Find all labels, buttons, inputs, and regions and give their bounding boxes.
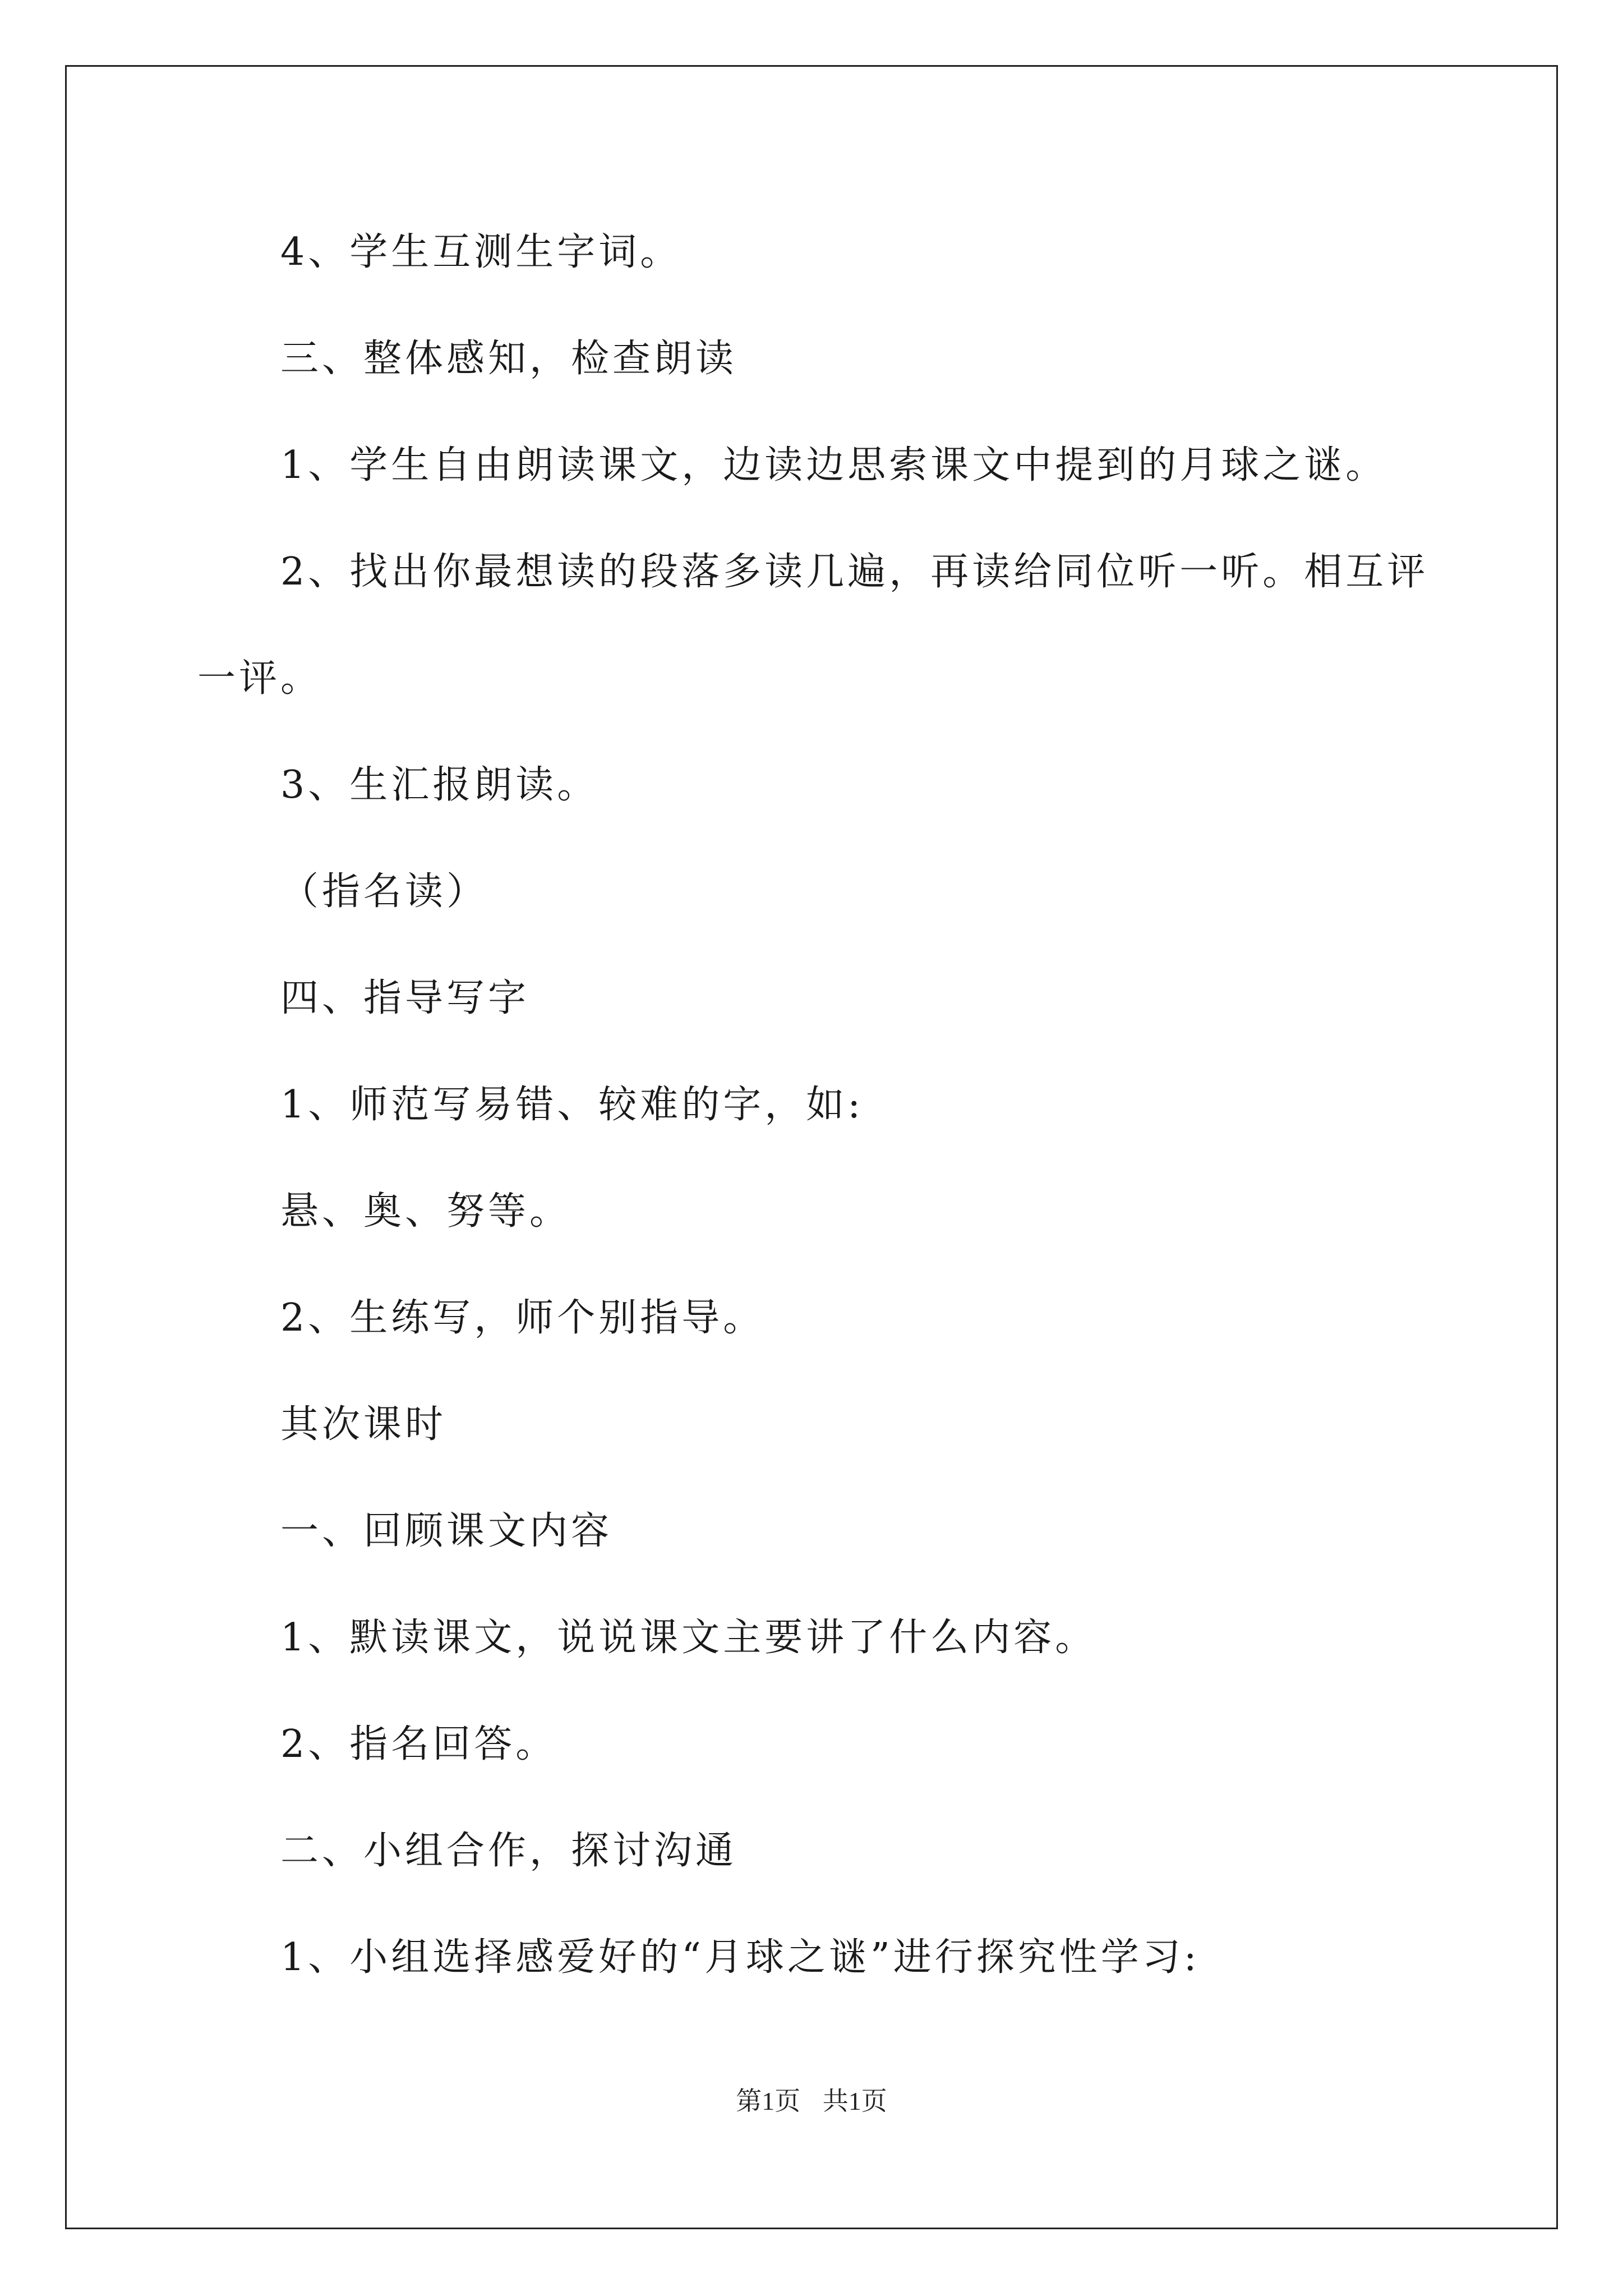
text-line: 2、找出你最想读的段落多读几遍，再读给同位听一听。相互评: [280, 550, 1429, 594]
text-line: 3、生汇报朗读。: [280, 763, 599, 807]
section-heading: 四、指导写字: [280, 976, 530, 1020]
page-total: 共1页: [822, 2087, 887, 2115]
text-line: 1、默读课文，说说课文主要讲了什么内容。: [280, 1616, 1097, 1660]
text-line: 2、指名回答。: [280, 1722, 557, 1766]
section-heading: 二、小组合作，探讨沟通: [280, 1829, 737, 1873]
text-line: 4、学生互测生字词。: [280, 230, 682, 274]
text-line: 1、学生自由朗读课文，边读边思索课文中提到的月球之谜。: [280, 443, 1387, 487]
page-number: 第1页: [736, 2087, 801, 2115]
page-border: [65, 65, 1558, 2229]
section-heading: 其次课时: [280, 1402, 447, 1447]
text-line: 2、生练写，师个别指导。: [280, 1296, 765, 1340]
text-line-continuation: 一评。: [197, 656, 322, 701]
text-line: 悬、奥、努等。: [280, 1189, 571, 1234]
section-heading: 一、回顾课文内容: [280, 1509, 613, 1553]
section-heading: 三、整体感知，检查朗读: [280, 337, 737, 381]
text-line: 1、师范写易错、较难的字，如:: [280, 1083, 864, 1127]
page-footer: [0, 2085, 1623, 2118]
text-line: 1、小组选择感爱好的“月球之谜”进行探究性学习:: [280, 1935, 1200, 1980]
text-line: （指名读）: [280, 869, 488, 914]
